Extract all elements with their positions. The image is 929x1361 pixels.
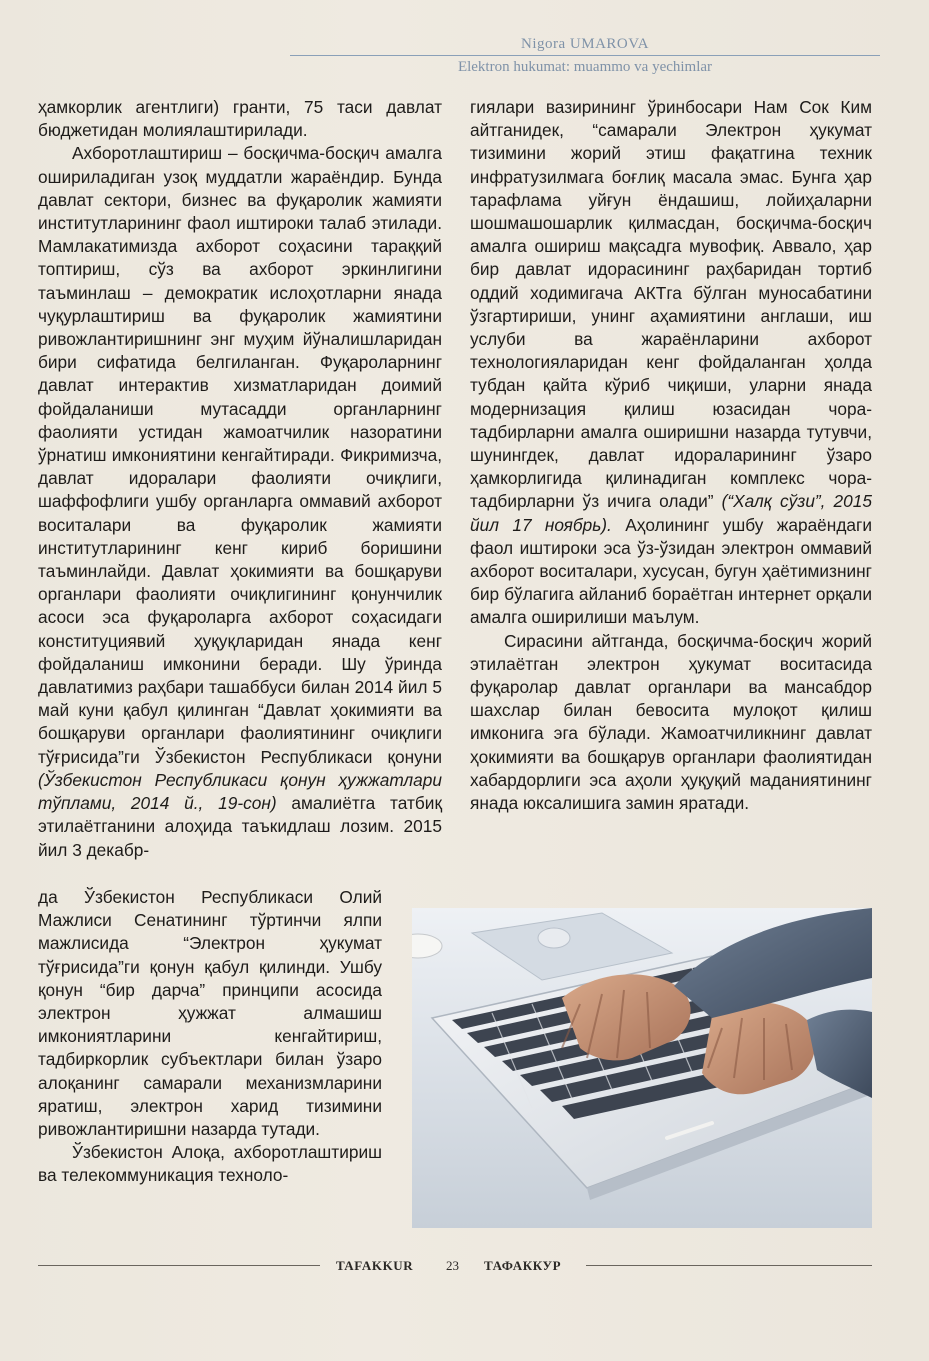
header-rule xyxy=(290,55,880,56)
footer-brand-cyrillic: ТАФАККУР xyxy=(484,1258,562,1273)
right-column xyxy=(470,96,872,815)
left-column xyxy=(38,96,442,862)
header-author: Nigora UMAROVA xyxy=(521,36,649,52)
paragraph-text: амалиётга татбиқ этилаётганини алоҳида таъкидлаш лозим. 2015 йил 3 декабр- xyxy=(38,793,443,860)
citation: (“Халқ сўзи”, 2015 йил 17 ноябрь). xyxy=(470,491,872,535)
paragraph: ҳамкорлик агентлиги) гранти, 75 таси давлат бюджетидан молиялаштирилади. xyxy=(38,97,442,141)
running-header xyxy=(290,34,880,77)
footer-rule-right xyxy=(586,1265,872,1266)
page-footer xyxy=(38,1254,872,1278)
paragraph: Сирасини айтганда, босқичма-босқич жорий этилаётган электрон ҳукумат воситасида фуқаролар давлат органлари ва мансабдор шахслар билан бевосита мулоқот қилиш имконига эга бўлади. Жамоатчиликнинг давлат ҳокимияти ва бошқарув органлари фаолиятидан хабардорлиги эса аҳоли ҳуқуқий маданиятининг янада юксалишига замин яратади. xyxy=(470,630,872,814)
page-number: 23 xyxy=(446,1258,459,1273)
hands-typing-keyboard-photo xyxy=(412,908,872,1228)
left-column-lower xyxy=(38,886,382,1188)
citation: (Ўзбекистон Республикаси қонун ҳужжатлари тўплами, 2014 й., 19-сон) xyxy=(38,769,442,814)
paragraph: да Ўзбекистон Республикаси Олий Мажлиси Сенатининг тўртинчи ялпи мажлисида “Электрон ҳукумат тўғрисида”ги қонун қабул қилинди. Ушбу қонун “бир дарча” принципи асосида электрон ҳужжат алмашиш имкониятларини кенгайтириш, тадбиркорлик субъектлари билан ўзаро алоқанинг самарали механизмларини яратиш, электрон харид тизимини ривожлантиришни назарда тутади. xyxy=(38,887,382,1140)
footer-rule-left xyxy=(38,1265,320,1266)
footer-brand-latin: TAFAKKUR xyxy=(336,1258,414,1273)
paragraph: Ўзбекистон Алоқа, ахборотлаштириш ва телекоммуникация техноло- xyxy=(38,1142,382,1186)
header-subtitle: Elektron hukumat: muammo va yechimlar xyxy=(457,59,713,75)
keyboard-illustration xyxy=(412,908,872,1228)
paragraph xyxy=(470,96,872,630)
paragraph-text: Аҳолининг ушбу жараёндаги фаол иштироки эса ўз-ўзидан электрон оммавий ахборот воситалари, хусусан, бугун ҳаётимизнинг бир бўлагига айланиб бораётган интернет орқали амалга оширилиши маълум. xyxy=(470,514,872,628)
paragraph-text: Ахборотлаштириш – босқичма-босқич амалга ошириладиган узоқ муддатли жараёндир. Бунда давлат сектори, бизнес ва фуқаролик жамияти институтларининг фаол иштироки талаб этилади. Мамлакатимизда ахборот соҳасини тараққий топтириш, сўз ва ахборот эркинлигини таъминлаш – демократик ислоҳотларни янада чуқурлаштириш ва фуқаролик жамиятини ривожлантиришнинг энг муҳим йўналишларидан бири сифатида белгиланган. Фуқароларнинг давлат интерактив хизматларидан доимий фойдаланиши мутасадди органларнинг фаолияти устидан жамоатчилик назоратини ўрнатиш имкониятини кенгайтиради. Фикримизча, давлат идоралари фаолияти очиқлиги, шаффофлиги ушбу органларга оммавий ахборот воситалари ва фуқаролик жамияти институтларининг кенг кириб боришини таъминлайди. Давлат ҳокимияти ва бошқаруви органлари фаолияти очиқлигининг қонунчилик асоси эса фуқароларга ахборот соҳасидаги конституциявий ҳуқуқларидан янада кенг фойдаланиш имконини беради. Шу ўринда давлатимиз раҳбари ташаббуси билан 2014 йил 5 май куни қабул қилинган “Давлат ҳокимияти ва бошқаруви органлари фаолиятининг очиқлиги тўғрисида”ги Ўзбекистон Республикаси қонуни xyxy=(38,143,442,767)
paragraph-text: гиялари вазирининг ўринбосари Нам Сок Ким айтганидек, “самарали Электрон ҳукумат тизимини жорий этиш фақатгина техник инфратузилмага боғлиқ масала эмас. Бунга ҳар тарафлама уйғун ёндашиш, лойиҳаларни шошмашошарлик қилмасдан, босқичма-босқич амалга ошириш мақсадга мувофиқ. Аввало, ҳар бир давлат идорасининг раҳбаридан тортиб оддий ходимигача АКТга бўлган муносабатини ўзгартириши, унинг аҳамиятини англаши, иш услуби ва жараёнларини ахборот технологияларидан кенг фойдаланган ҳолда тубдан қайта кўриб чиқиши, уларни янада модернизация қилиш юзасидан чора-тадбирларни амалга оширишни назарда тутувчи, шунингдек, давлат идораларининг ўзаро ҳамкорлигида қилинадиган комплекс чора-тадбирларни ўз ичига олади” xyxy=(470,97,872,512)
paragraph xyxy=(38,142,442,861)
